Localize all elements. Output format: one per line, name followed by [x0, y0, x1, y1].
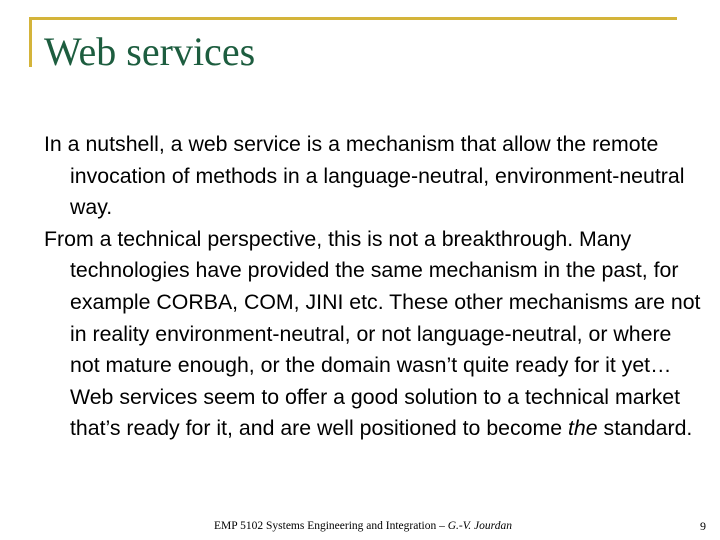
- slide-title: Web services: [44, 29, 256, 74]
- paragraph-text-before-emphasis: From a technical perspective, this is not a breakthrough. Many technologies have provided the same mechanism in the past, for example CORBA, COM, JINI etc. These other mechanisms are not in reality environment-neutral, or not language-neutral, or where not mature enough, or the domain wasn’t quite ready for it yet… Web services seem to offer a good solution to a technical market that’s ready for it, and are well positioned to become: [44, 226, 701, 441]
- slide-body: [44, 129, 704, 445]
- paragraph-technical-perspective: [44, 224, 704, 445]
- footer-author: G.-V. Jourdan: [447, 520, 512, 532]
- slide-footer: [173, 518, 553, 534]
- paragraph-text-after-emphasis: standard.: [597, 416, 693, 441]
- paragraph-nutshell: In a nutshell, a web service is a mechanism that allow the remote invocation of methods in a language-neutral, environment-neutral way.: [44, 132, 685, 220]
- page-number: 9: [700, 519, 706, 533]
- title-frame-left-line: [29, 17, 32, 67]
- emphasis-the: the: [568, 416, 598, 441]
- title-frame-top-line: [29, 17, 677, 20]
- footer-course: EMP 5102 Systems Engineering and Integration –: [214, 520, 448, 532]
